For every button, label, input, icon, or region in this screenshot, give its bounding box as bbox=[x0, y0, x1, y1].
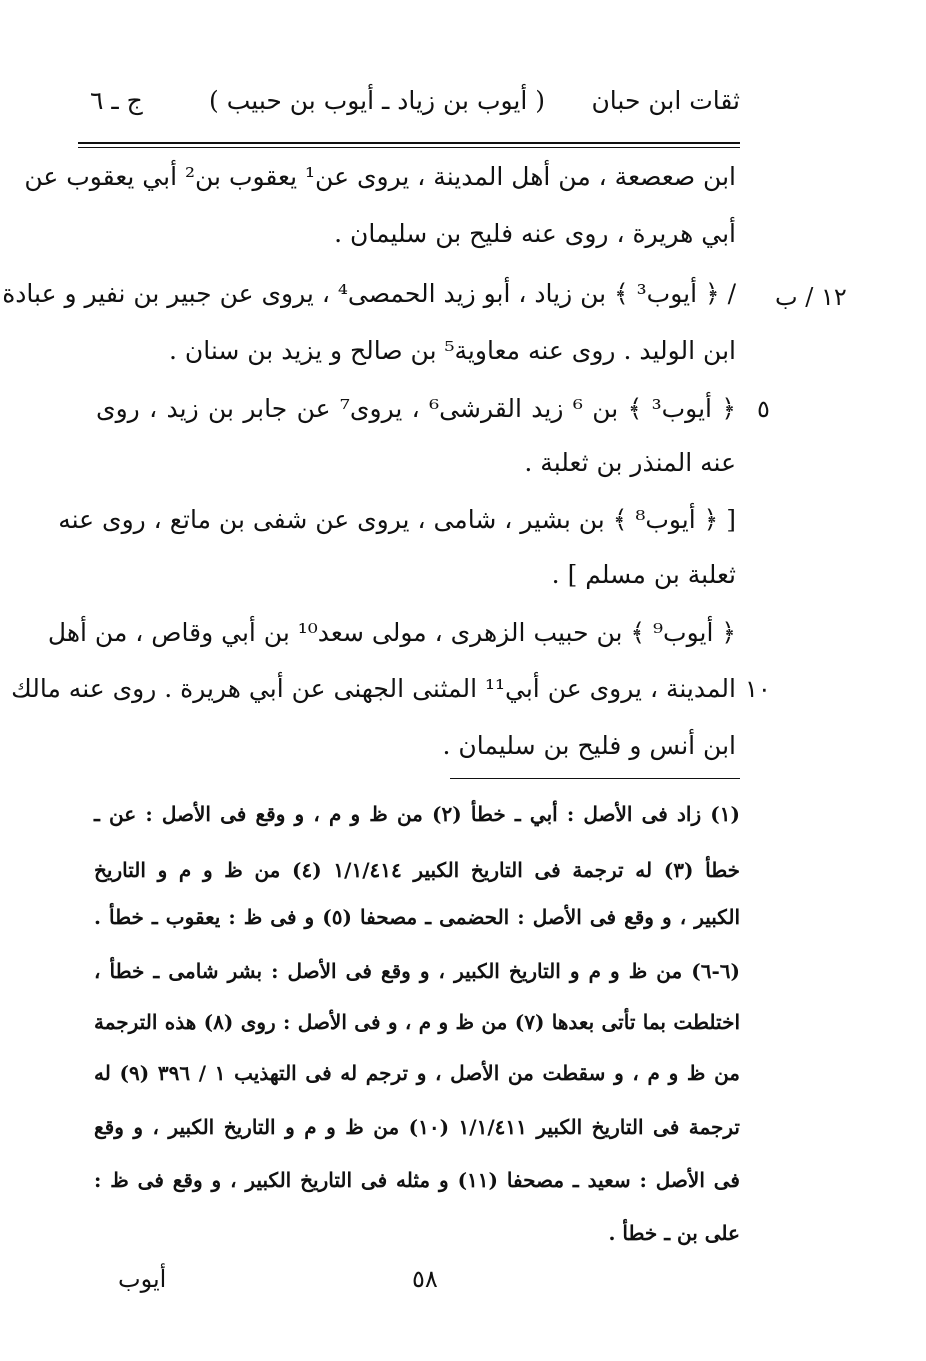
text-line: ثعلبة بن مسلم ] . bbox=[551, 560, 736, 589]
text-line: ابن أنس و فليح بن سليمان . bbox=[442, 731, 736, 760]
folio-marker: ١٢ / ب bbox=[775, 283, 847, 311]
header-rule-thick bbox=[78, 142, 740, 144]
page-topic: ( أيوب بن زياد ـ أيوب بن حبيب ) bbox=[209, 86, 545, 115]
running-header bbox=[90, 86, 740, 130]
catchword: أيوب bbox=[118, 1265, 167, 1293]
footnote-line: الكبير ، و وقع فى الأصل : الحضمى ـ مصحفا (٥) و فى ظ : يعقوب ـ خطأ . bbox=[94, 905, 740, 929]
text-line: المدينة ، يروى عن أبي¹¹ المثنى الجهنى عن أبي هريرة . روى عنه مالك bbox=[11, 674, 736, 703]
footnote-line: على بن ـ خطأ . bbox=[608, 1221, 740, 1245]
book-title: ثقات ابن حبان bbox=[591, 86, 740, 115]
text-line: ﴿ أيوب³ ﴾ بن ⁶ زيد القرشى⁶ ، يروى⁷ عن جابر بن زيد ، روى bbox=[96, 394, 736, 423]
text-line: / ﴿ أيوب³ ﴾ بن زياد ، أبو زيد الحمصى⁴ ، يروى عن جبير بن نفير و عبادة bbox=[2, 279, 736, 308]
text-line: ابن الوليد . روى عنه معاوية⁵ بن صالح و يزيد بن سنان . bbox=[168, 336, 736, 365]
text-line: عنه المنذر بن ثعلبة . bbox=[524, 448, 736, 477]
text-line: ابن صعصعة ، من أهل المدينة ، يروى عن¹ يعقوب بن² أبي يعقوب عن bbox=[24, 162, 736, 191]
text-line: [ ﴿ أيوب⁸ ﴾ بن بشير ، شامى ، يروى عن شفى بن ماتع ، روى عنه bbox=[58, 505, 736, 534]
page-number: ٥٨ bbox=[412, 1265, 438, 1293]
footnote-separator bbox=[450, 778, 740, 779]
footnote-line: فى الأصل : سعيد ـ مصحفا (١١) و مثله فى التاريخ الكبير ، و وقع فى ظ : bbox=[94, 1168, 740, 1192]
footnote-line: من ظ و م ، و سقطت من الأصل ، و ترجم له فى التهذيب ١ / ٣٩٦ (٩) له bbox=[94, 1061, 741, 1085]
text-line: ﴿ أيوب⁹ ﴾ بن حبيب الزهرى ، مولى سعد¹⁰ بن أبي وقاص ، من أهل bbox=[47, 618, 736, 647]
line-number-5: ٥ bbox=[757, 395, 770, 423]
footnote-line: (٦-٦) من ظ و م و التاريخ الكبير ، و وقع فى الأصل : بشر شامى ـ خطأ ، bbox=[94, 959, 740, 983]
footnote-line: ترجمة فى التاريخ الكبير ١/١/٤١١ (١٠) من ظ و م و التاريخ الكبير ، و وقع bbox=[94, 1115, 740, 1139]
volume-number: ج ـ ٦ bbox=[90, 86, 143, 115]
footnote-line: اختلطت بما تأتى بعدها (٧) من ظ و م ، و فى الأصل : روى (٨) هذه الترجمة bbox=[94, 1010, 740, 1034]
text-line: أبي هريرة ، روى عنه فليح بن سليمان . bbox=[334, 219, 736, 248]
line-number-10: ١٠ bbox=[745, 675, 771, 703]
footnote-line: (١) زاد فى الأصل : أبي ـ خطأ (٢) من ظ و م ، و وقع فى الأصل : عن ـ bbox=[94, 802, 740, 826]
footnote-line: خطأ (٣) له ترجمة فى التاريخ الكبير ١/١/٤١٤ (٤) من ظ و م و التاريخ bbox=[94, 858, 740, 882]
header-rule-thin bbox=[78, 147, 740, 148]
